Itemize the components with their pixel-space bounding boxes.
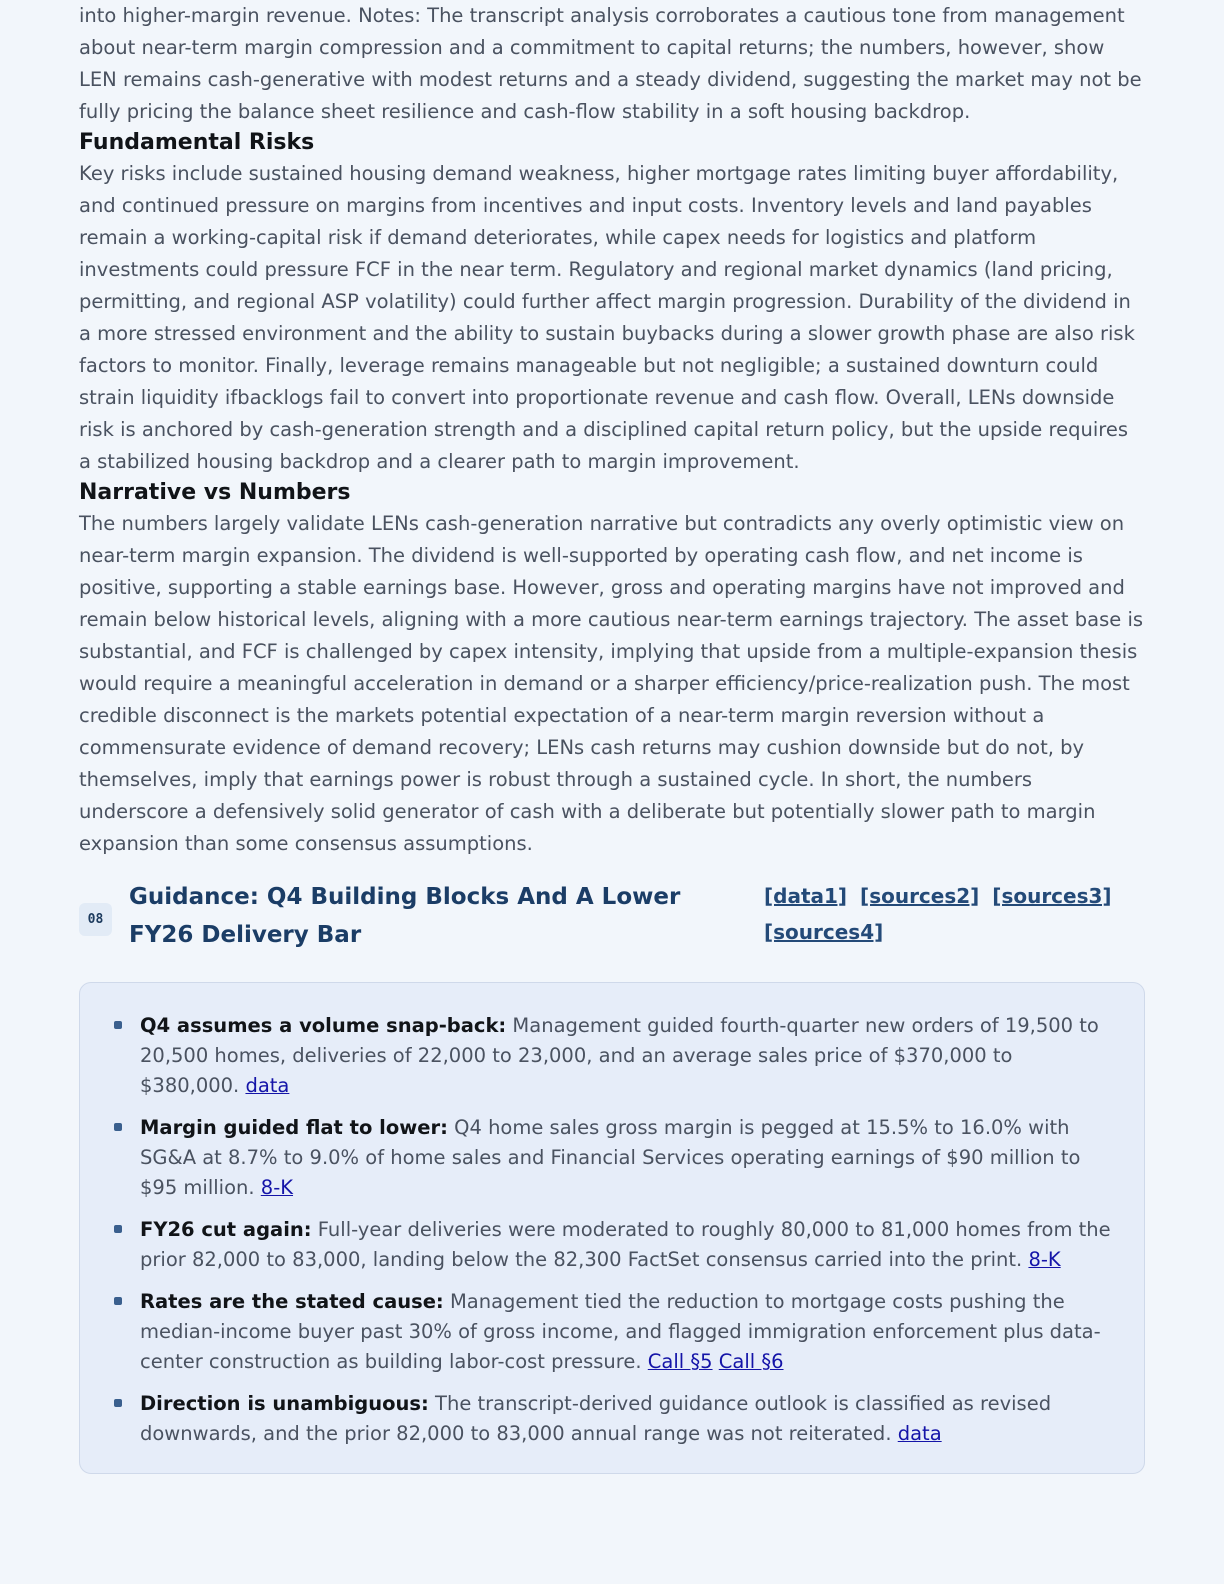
- bullet-marker: [114, 1021, 122, 1029]
- source-link-sources3[interactable]: [sources3]: [992, 884, 1112, 908]
- bullet-text: Q4 home sales gross margin is pegged at 15.5% to 16.0% with SG&A at 8.7% to 9.0% of home sales and Financial Services operating earnings of $90 million to $95 million.: [140, 1116, 1081, 1199]
- list-item: [110, 1011, 1114, 1101]
- narrative-vs-numbers-paragraph: The numbers largely validate LENs cash-generation narrative but contradicts any overly optimistic view on near-term margin expansion. The dividend is well-supported by operating cash flow, and net income is positive, supporting a stable earnings base. However, gross and operating margins have not improved and remain below historical levels, aligning with a more cautious near-term earnings trajectory. The asset base is substantial, and FCF is challenged by capex intensity, implying that upside from a multiple-expansion thesis would require a meaningful acceleration in demand or a sharper efficiency/price-realization push. The most credible disconnect is the markets potential expectation of a near-term margin reversion without a commensurate evidence of demand recovery; LENs cash returns may cushion downside but do not, by themselves, imply that earnings power is robust through a sustained cycle. In short, the numbers underscore a defensively solid generator of cash with a deliberate but potentially slower path to margin expansion than some consensus assumptions.: [79, 512, 1144, 855]
- source-link[interactable]: data: [245, 1074, 290, 1097]
- bullet-lead: Margin guided flat to lower:: [140, 1116, 448, 1139]
- bullet-lead: Q4 assumes a volume snap-back:: [140, 1014, 507, 1037]
- list-item: [110, 1215, 1114, 1275]
- intro-paragraph: into higher-margin revenue. Notes: The transcript analysis corroborates a cautious tone from management about near-term margin compression and a commitment to capital returns; the numbers, however, show LEN remains cash-generative with modest returns and a steady dividend, suggesting the market may not be fully pricing the balance sheet resilience and cash-flow stability in a soft housing backdrop.: [79, 4, 1142, 123]
- bullet-lead: Rates are the stated cause:: [140, 1290, 444, 1313]
- guidance-section-header: [79, 878, 1145, 962]
- source-link[interactable]: 8-K: [1028, 1248, 1061, 1271]
- bullet-marker: [114, 1399, 122, 1407]
- guidance-bullet-list: [110, 1011, 1114, 1449]
- bullet-marker: [114, 1123, 122, 1131]
- narrative-vs-numbers-heading: Narrative vs Numbers: [79, 480, 351, 505]
- source-link[interactable]: Call §6: [718, 1350, 784, 1373]
- source-link[interactable]: Call §5: [647, 1350, 713, 1373]
- guidance-section-title: Guidance: Q4 Building Blocks And A Lower FY26 Delivery Bar: [129, 884, 681, 948]
- bullet-text: The transcript-derived guidance outlook is classified as revised downwards, and the prior 82,000 to 83,000 annual range was not reiterated.: [140, 1392, 1052, 1445]
- source-link[interactable]: data: [897, 1422, 942, 1445]
- source-link-data1[interactable]: [data1]: [764, 884, 848, 908]
- bullet-marker: [114, 1297, 122, 1305]
- bullet-text: Full-year deliveries were moderated to roughly 80,000 to 81,000 homes from the prior 82,000 to 83,000, landing below the 82,300 FactSet consensus carried into the print.: [140, 1218, 1111, 1271]
- fundamental-risks-heading: Fundamental Risks: [79, 130, 315, 155]
- list-item: [110, 1113, 1114, 1203]
- guidance-callout-box: [79, 982, 1145, 1474]
- source-link-sources4[interactable]: [sources4]: [764, 920, 884, 944]
- guidance-source-links: [764, 878, 1144, 950]
- bullet-marker: [114, 1225, 122, 1233]
- report-page: [79, 0, 1145, 1474]
- fundamental-risks-paragraph: Key risks include sustained housing demand weakness, higher mortgage rates limiting buyer affordability, and continued pressure on margins from incentives and input costs. Inventory levels and land payables remain a working-capital risk if demand deteriorates, while capex needs for logistics and platform investments could pressure FCF in the near term. Regulatory and regional market dynamics (land pricing, permitting, and regional ASP volatility) could further affect margin progression. Durability of the dividend in a more stressed environment and the ability to sustain buybacks during a slower growth phase are also risk factors to monitor. Finally, leverage remains manageable but not negligible; a sustained downturn could strain liquidity ifbacklogs fail to convert into proportionate revenue and cash flow. Overall, LENs downside risk is anchored by cash-generation strength and a disciplined capital return policy, but the upside requires a stabilized housing backdrop and a clearer path to margin improvement.: [79, 162, 1135, 473]
- bullet-lead: FY26 cut again:: [140, 1218, 312, 1241]
- list-item: [110, 1287, 1114, 1377]
- source-link-sources2[interactable]: [sources2]: [860, 884, 980, 908]
- source-link[interactable]: 8-K: [260, 1176, 294, 1199]
- bullet-text: Management guided fourth-quarter new orders of 19,500 to 20,500 homes, deliveries of 22,000 to 23,000, and an average sales price of $370,000 to $380,000.: [140, 1014, 1099, 1097]
- section-number-badge: 08: [79, 903, 112, 936]
- list-item: [110, 1389, 1114, 1449]
- bullet-lead: Direction is unambiguous:: [140, 1392, 429, 1415]
- bullet-text: Management tied the reduction to mortgage costs pushing the median-income buyer past 30% of gross income, and flagged immigration enforcement plus data-center construction as building labor-cost pressure.: [140, 1290, 1101, 1373]
